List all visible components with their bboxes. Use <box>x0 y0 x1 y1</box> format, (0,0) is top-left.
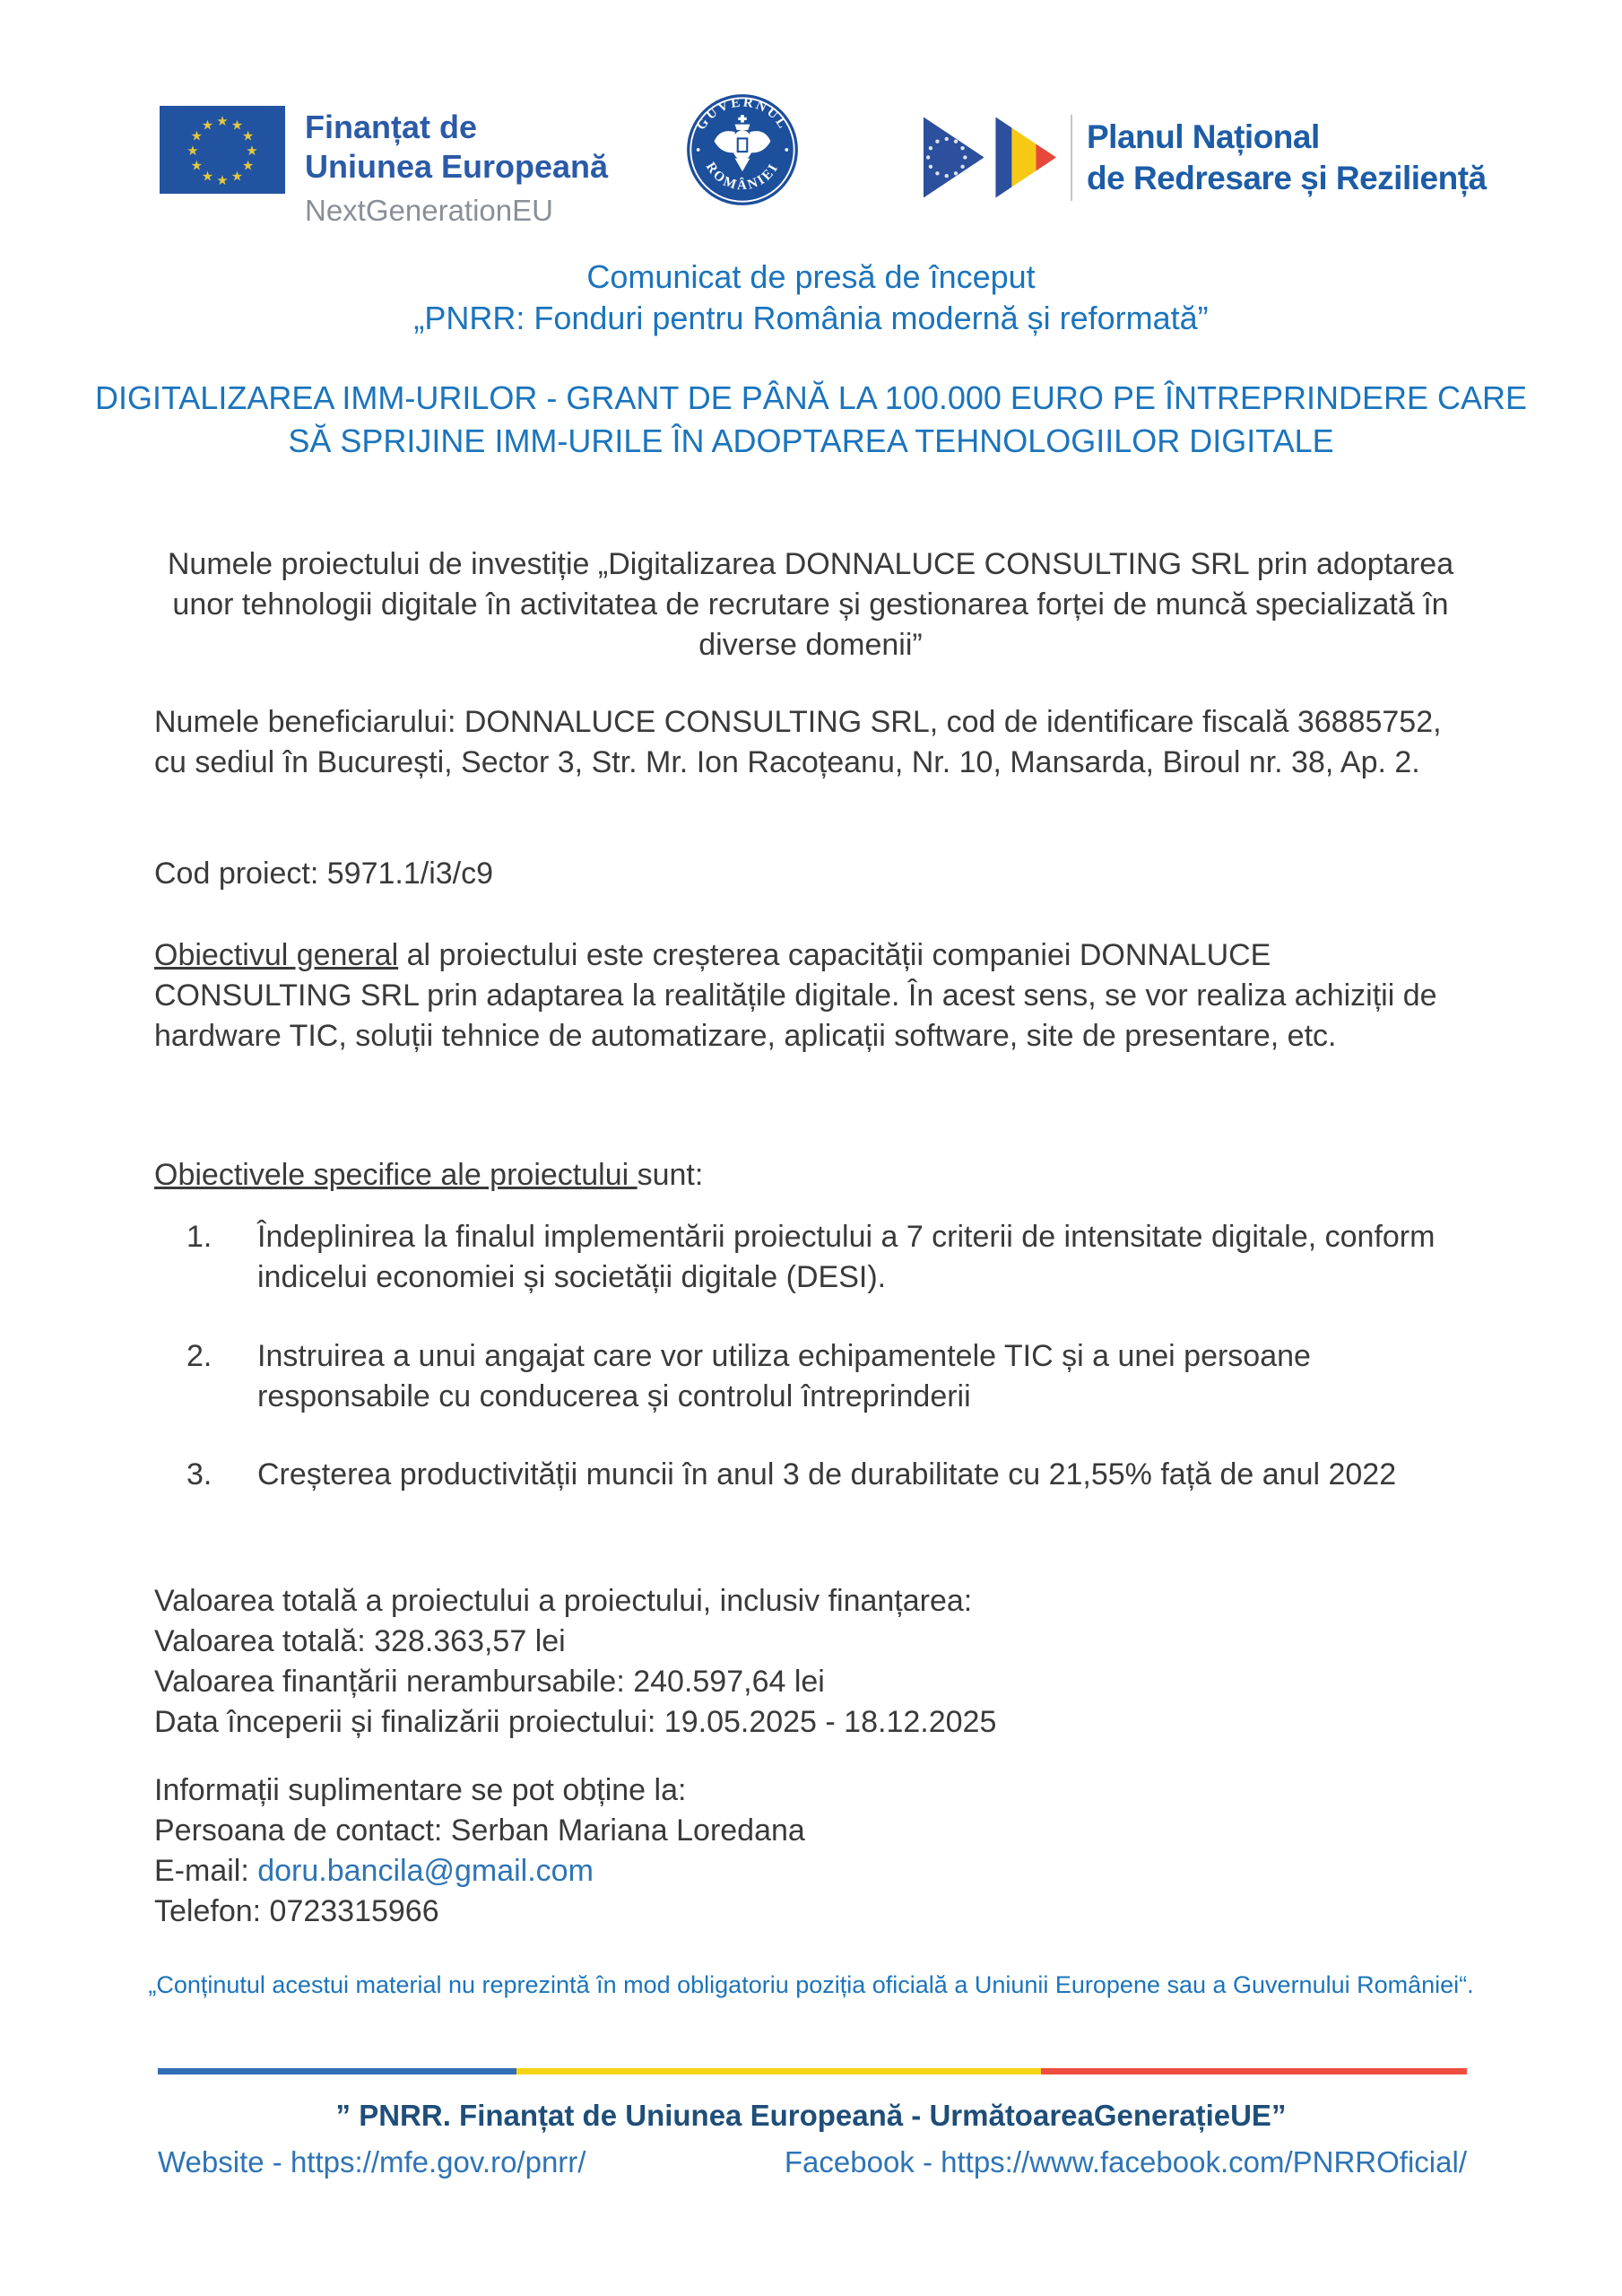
website-label: Website - <box>158 2145 291 2179</box>
contact-intro: Informații suplimentare se pot obține la: <box>154 1773 687 1807</box>
svg-text:★: ★ <box>190 157 204 174</box>
svg-text:★: ★ <box>216 113 229 129</box>
eu-funding-line2: Uniunea Europeană <box>305 148 609 185</box>
list-item <box>186 1455 1473 1495</box>
pnrr-logo-text <box>1087 117 1487 199</box>
seal-top-text: GUVERNUL <box>693 94 792 133</box>
eu-flag-icon <box>160 106 285 194</box>
disclaimer: „Conținutul acestui material nu reprezintă în mod obligatoriu poziția oficială a Uniunii Europene sau a Guvernului României“. <box>148 1971 1474 1998</box>
list-item-number: 3. <box>186 1457 213 1492</box>
beneficiary: Numele beneficiarului: DONNALUCE CONSULTING SRL, cod de identificare fiscală 36885752, cu sediul în București, Sector 3, Str. Mr. Ion Racoțeanu, Nr. 10, Mansarda, Biroul nr. 38, Ap. 2. <box>154 705 1442 779</box>
svg-text:★: ★ <box>246 143 258 159</box>
pnrr-arrows-icon <box>924 114 1056 201</box>
website-link[interactable]: https://mfe.gov.ro/pnrr/ <box>290 2145 586 2179</box>
pnrr-logo-line2: de Redresare și Reziliență <box>1087 159 1487 196</box>
general-objective-rest: al proiectului este creșterea capacității companiei DONNALUCE CONSULTING SRL prin adaptarea la realitățile digitale. În acest sens, se vor realiza achiziții de hardware TIC, soluții tehnice de automatizare, aplicații software, site de presentare, etc. <box>154 938 1437 1053</box>
contact-info <box>154 1770 1467 1932</box>
list-item <box>186 1336 1473 1417</box>
press-release-title-line1: Comunicat de presă de început <box>586 258 1036 295</box>
list-item <box>186 1217 1473 1298</box>
grant-value: Valoarea finanțării nerambursabile: 240.597,64 lei <box>154 1665 825 1699</box>
specific-objectives-rest: sunt: <box>637 1158 704 1192</box>
footer-links <box>158 2144 1467 2181</box>
specific-objectives-lead: Obiectivele specifice ale proiectului <box>154 1158 638 1192</box>
svg-text:★: ★ <box>201 168 214 185</box>
gov-romania-seal-icon <box>686 92 799 207</box>
contact-person: Persoana de contact: Serban Mariana Loredana <box>154 1813 805 1848</box>
pnrr-logo-divider <box>1071 115 1072 201</box>
list-item-number: 1. <box>186 1220 213 1254</box>
svg-text:★: ★ <box>186 143 199 159</box>
svg-text:★: ★ <box>216 172 229 188</box>
list-item-text: Creșterea productivității muncii în anul 3 de durabilitate cu 21,55% față de anul 2022 <box>257 1457 1397 1492</box>
list-item-text: Îndeplinirea la finalul implementării proiectului a 7 criterii de intensitate digitale, conform indicelui economiei și societății digitale (DESI). <box>257 1220 1436 1294</box>
svg-text:★: ★ <box>230 117 244 134</box>
press-release-title <box>0 257 1622 339</box>
project-code: Cod proiect: 5971.1/i3/c9 <box>154 857 494 891</box>
footer-motto: ” PNRR. Finanțat de Uniunea Europeană - UrmătoareaGenerațieUE” <box>335 2099 1287 2132</box>
svg-text:★: ★ <box>230 168 244 185</box>
facebook-label: Facebook - <box>784 2145 941 2179</box>
facebook-link[interactable]: https://www.facebook.com/PNRROficial/ <box>941 2145 1467 2179</box>
specific-objectives-heading <box>154 1155 1467 1196</box>
tricolor-yellow-segment <box>516 2068 1041 2074</box>
eu-funding-logo <box>160 106 608 229</box>
contact-email-line <box>154 1851 1467 1892</box>
list-item-number: 2. <box>186 1339 213 1373</box>
eu-funding-line1: Finanțat de <box>305 109 478 145</box>
email-link[interactable]: doru.bancila@gmail.com <box>257 1854 594 1888</box>
project-name: Numele proiectului de investiție „Digitalizarea DONNALUCE CONSULTING SRL prin adoptarea unor tehnologii digitale în activitatea de recrutare și gestionarea forței de muncă specializată în diverse domenii” <box>167 547 1454 662</box>
svg-text:★: ★ <box>201 117 214 134</box>
press-release-title-line2: „PNRR: Fonduri pentru România modernă și reformată” <box>413 300 1209 336</box>
pnrr-logo <box>924 114 1487 201</box>
nextgeneu-label: NextGenerationEU <box>305 194 553 227</box>
list-item-text: Instruirea a unui angajat care vor utiliza echipamentele TIC și a unei persoane responsabile cu conducerea și controlul întreprinderii <box>257 1339 1311 1413</box>
project-dates: Data începerii și finalizării proiectului: 19.05.2025 - 18.12.2025 <box>154 1705 997 1739</box>
headline: DIGITALIZAREA IMM-URILOR - GRANT DE PÂNĂ LA 100.000 EURO PE ÎNTREPRINDERE CARE SĂ SPRIJINE IMM-URILE ÎN ADOPTAREA TEHNOLOGIILOR DIGITALE <box>94 379 1528 459</box>
pnrr-logo-line1: Planul Național <box>1087 117 1320 155</box>
email-label: E-mail: <box>154 1854 258 1888</box>
tricolor-red-segment <box>1041 2068 1467 2074</box>
total-value-intro: Valoarea totală a proiectului a proiectului, inclusiv finanțarea: <box>154 1584 973 1618</box>
svg-text:★: ★ <box>241 157 255 174</box>
contact-phone: Telefon: 0723315966 <box>154 1894 439 1928</box>
project-values <box>154 1581 1467 1743</box>
gov-romania-seal <box>686 92 799 212</box>
eu-funding-text <box>305 106 608 229</box>
svg-text:★: ★ <box>190 127 204 144</box>
total-value: Valoarea totală: 328.363,57 lei <box>154 1624 566 1658</box>
facebook-line <box>785 2144 1467 2181</box>
website-line <box>158 2144 585 2181</box>
seal-bottom-text: ROMÂNIEI <box>702 159 783 194</box>
general-objective <box>154 935 1467 1057</box>
tricolor-divider <box>158 2068 1467 2074</box>
svg-text:★: ★ <box>241 127 255 144</box>
tricolor-blue-segment <box>158 2068 516 2074</box>
general-objective-lead: Obiectivul general <box>154 938 399 972</box>
